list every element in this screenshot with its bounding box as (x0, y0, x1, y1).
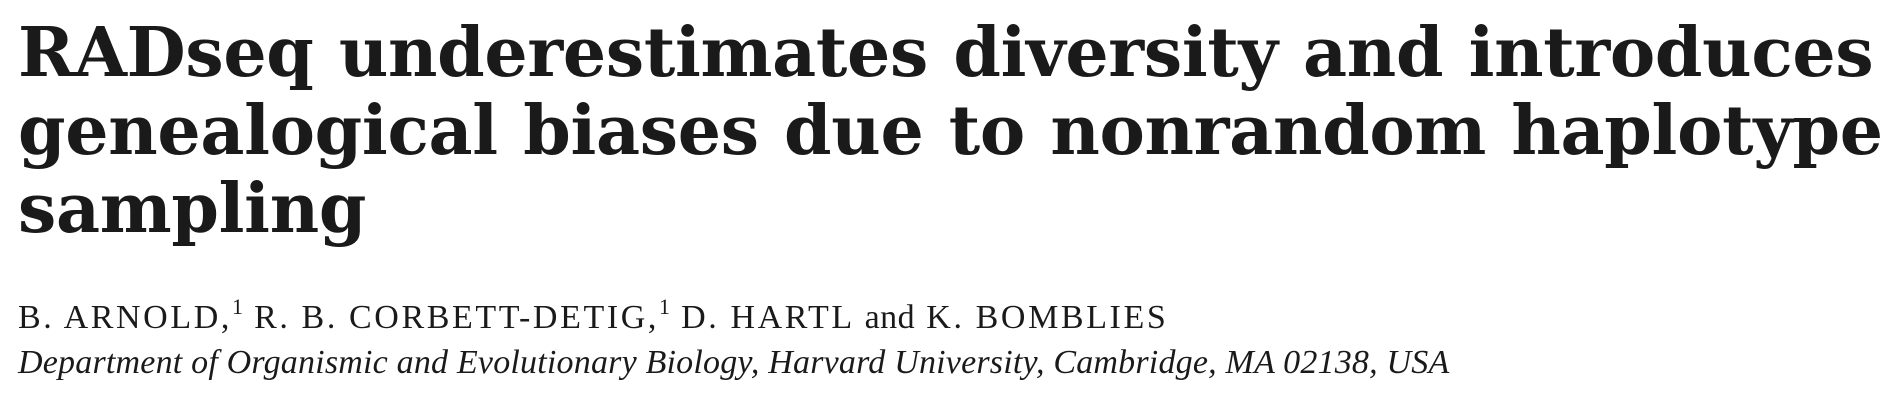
paper-title (18, 14, 1883, 248)
title-line-2: genealogical biases due to nonrandom haplotype (18, 91, 1883, 171)
author-name: B. ARNOLD, (18, 299, 232, 336)
affiliation-mark: 1 (659, 294, 670, 319)
title-line-1: RADseq underestimates diversity and introduces (18, 13, 1874, 93)
author-list (18, 294, 1169, 338)
author-conjunction: and (864, 299, 916, 336)
author-name: K. BOMBLIES (926, 299, 1169, 336)
affiliation-mark: 1 (231, 294, 243, 319)
author-name: R. B. CORBETT-DETIG, (254, 299, 659, 336)
author-name: D. HARTL (681, 299, 854, 336)
title-line-3: sampling (18, 169, 367, 249)
author-affiliation: Department of Organismic and Evolutionary Biology, Harvard University, Cambridge, MA 02138, USA (18, 344, 1450, 381)
